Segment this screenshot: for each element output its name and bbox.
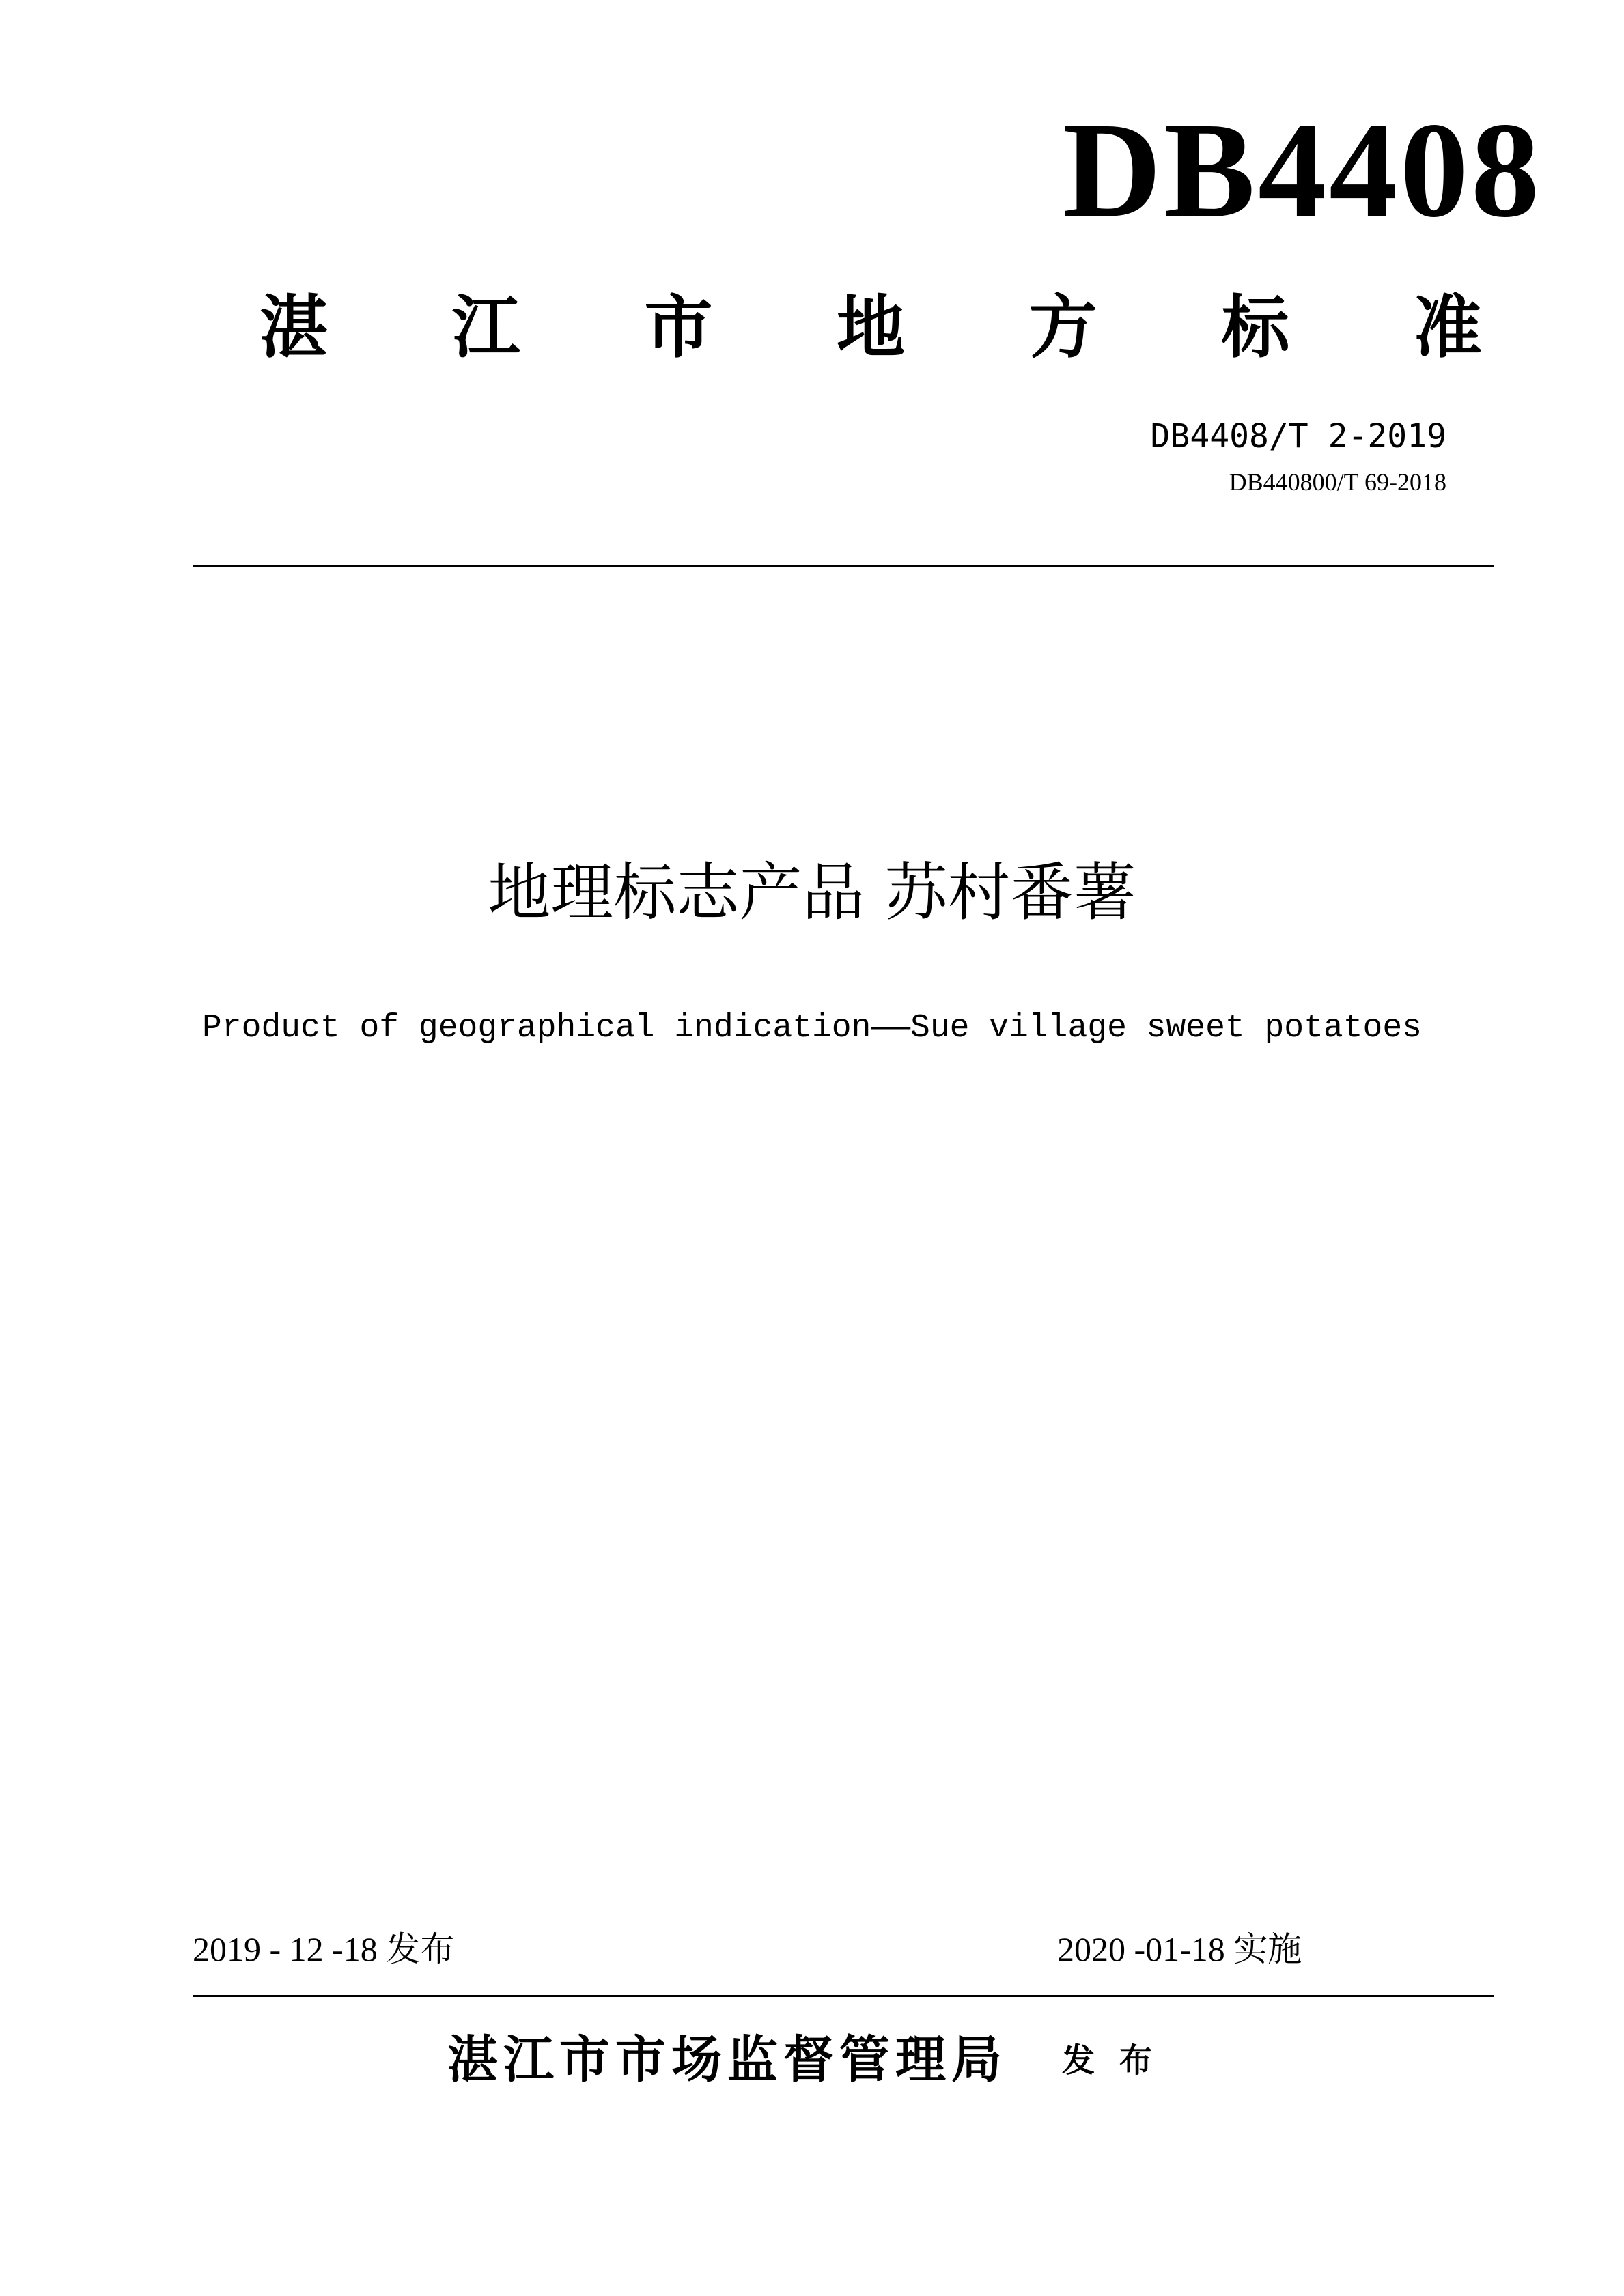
document-title-cn: 地理标志产品 苏村番薯 — [488, 856, 1136, 929]
document-title-en: Product of geographical indication——Sue village sweet potatoes — [202, 1010, 1422, 1047]
header-divider — [193, 565, 1494, 567]
standard-type-char: 市 — [644, 287, 713, 367]
standard-type-char: 江 — [451, 287, 520, 367]
issuer-name: 湛江市市场监督管理局 — [447, 2030, 1007, 2089]
footer-divider — [193, 1995, 1494, 1997]
standard-type-heading — [260, 287, 1482, 367]
issue-date: 2019 - 12 -18 发布 — [193, 1930, 455, 1968]
standard-type-char: 方 — [1028, 287, 1097, 367]
standard-type-char: 湛 — [260, 287, 328, 367]
standard-code-heading: DB4408 — [1063, 95, 1542, 246]
standard-type-char: 标 — [1221, 287, 1290, 367]
replaced-standard-number: DB440800/T 69-2018 — [1229, 468, 1446, 496]
implementation-date: 2020 -01-18 实施 — [1057, 1930, 1302, 1968]
standard-type-char: 准 — [1413, 287, 1482, 367]
standard-type-char: 地 — [836, 287, 905, 367]
issuer-suffix: 发布 — [1061, 2041, 1177, 2080]
standard-number: DB4408/T 2-2019 — [1150, 417, 1446, 455]
issuer-line — [0, 2030, 1624, 2089]
